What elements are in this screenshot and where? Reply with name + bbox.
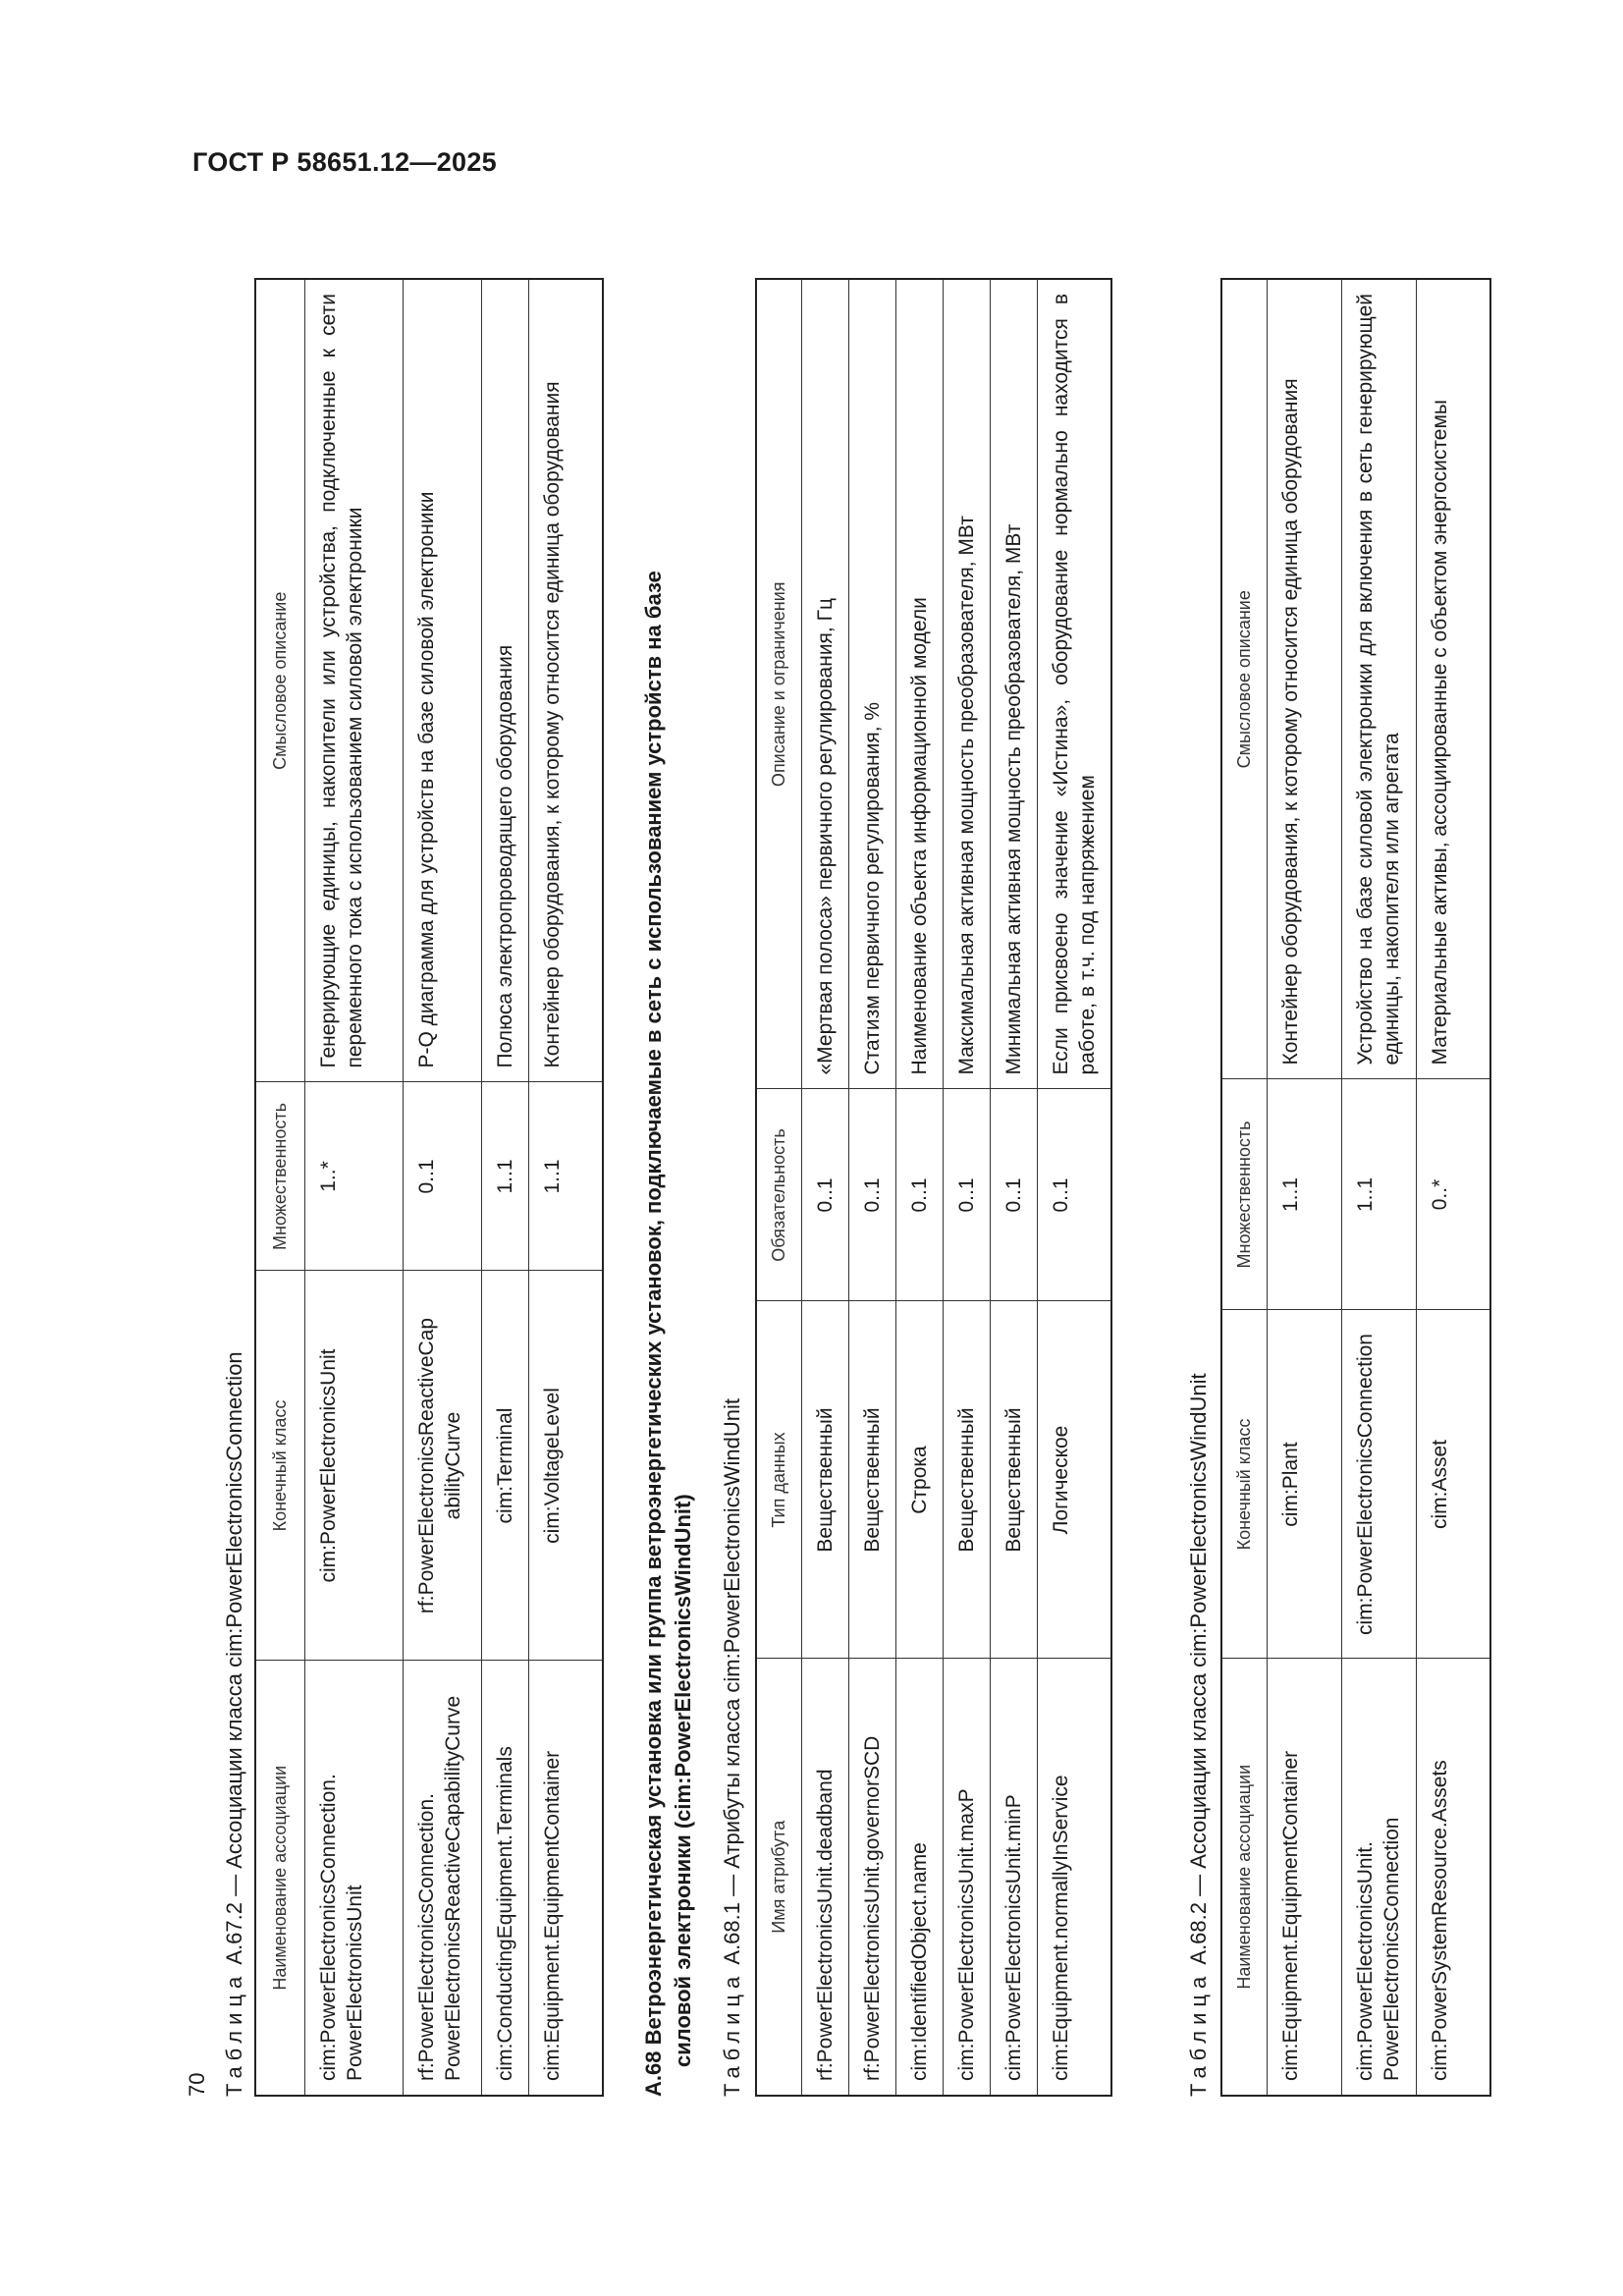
table-row	[943, 279, 990, 2096]
cell-association: cim:PowerElectronicsUnit. PowerElectronicsConnection	[1341, 1659, 1416, 2096]
cell-association: cim:ConductingEquipment.Terminals	[481, 1661, 528, 2096]
table-a68-2	[1220, 278, 1491, 2097]
cell-attribute: cim:IdentifiedObject.name	[895, 1659, 943, 2096]
section-a68-title: А.68 Ветроэнергетическая установка или группа ветроэнергетических установок, подключаемые в сеть с использованием устройств на базе силовой электроники (cim:PowerElectronicsWindUnit)	[641, 571, 695, 2097]
cell-multiplicity: 1..1	[1341, 1079, 1416, 1310]
cell-association: cim:PowerElectronicsConnection. PowerElectronicsUnit	[304, 1661, 403, 2096]
cell-multiplicity: 1..*	[304, 1082, 403, 1271]
cell-obligation: 0..1	[895, 1089, 943, 1301]
table-a67-2-caption: Таблица А.67.2 — Ассоциации класса cim:PowerElectronicsConnection	[222, 1351, 246, 2097]
table-a67-2	[254, 278, 604, 2097]
table-row	[801, 279, 848, 2096]
cell-attribute: cim:PowerElectronicsUnit.minP	[990, 1659, 1037, 2096]
cell-description: Устройство на базе силовой электроники для включения в сеть генерирующей единицы, накопителя или агрегата	[1341, 279, 1416, 1079]
cell-data-type: Вещественный	[801, 1301, 848, 1659]
cell-target-class: cim:Terminal	[481, 1271, 528, 1661]
cell-data-type: Вещественный	[943, 1301, 990, 1659]
cell-association: rf:PowerElectronicsConnection. PowerElectronicsReactiveCapabilityCurve	[403, 1661, 481, 2096]
cell-obligation: 0..1	[990, 1089, 1037, 1301]
table-row	[1341, 279, 1416, 2096]
cell-data-type: Вещественный	[990, 1301, 1037, 1659]
cell-description: Генерирующие единицы, накопители или устройства, подключенные к сети переменного тока с использованием силовой электроники	[304, 279, 403, 1082]
page-number: 70	[185, 2072, 209, 2097]
header-multiplicity: Множественность	[255, 1082, 304, 1271]
table-row	[1267, 279, 1341, 2096]
header-target-class: Конечный класс	[255, 1271, 304, 1661]
cell-description: Максимальная активная мощность преобразователя, МВт	[943, 279, 990, 1089]
cell-description: Наименование объекта информационной модели	[895, 279, 943, 1089]
cell-multiplicity: 0..*	[1416, 1079, 1490, 1310]
cell-target-class: rf:PowerElectronicsReactiveCap abilityCurve	[403, 1271, 481, 1661]
table-row	[528, 279, 603, 2096]
table-a68-1-caption: Таблица А.68.1 — Атрибуты класса cim:PowerElectronicsWindUnit	[720, 1398, 744, 2097]
cell-description: Материальные активы, ассоциированные с объектом энергосистемы	[1416, 279, 1490, 1079]
table-row	[304, 279, 403, 2096]
table-header-row	[1221, 279, 1267, 2096]
cell-attribute: cim:PowerElectronicsUnit.maxP	[943, 1659, 990, 2096]
cell-multiplicity: 1..1	[528, 1082, 603, 1271]
cell-multiplicity: 1..1	[481, 1082, 528, 1271]
cell-description: Контейнер оборудования, к которому относится единица оборудования	[528, 279, 603, 1082]
cell-target-class: cim:VoltageLevel	[528, 1271, 603, 1661]
cell-association: cim:Equipment.EquipmentContainer	[1267, 1659, 1341, 2096]
header-description: Смысловое описание	[255, 279, 304, 1082]
cell-description: «Мертвая полоса» первичного регулирования, Гц	[801, 279, 848, 1089]
table-row	[1037, 279, 1111, 2096]
document-header: ГОСТ Р 58651.12—2025	[192, 147, 497, 177]
cell-description: Полюса электропроводящего оборудования	[481, 279, 528, 1082]
table-row	[403, 279, 481, 2096]
table-row	[848, 279, 895, 2096]
table-header-row	[756, 279, 801, 2096]
header-association-name: Наименование ассоциации	[1221, 1659, 1267, 2096]
cell-data-type: Вещественный	[848, 1301, 895, 1659]
table-a68-1	[755, 278, 1112, 2097]
cell-target-class: cim:PowerElectronicsUnit	[304, 1271, 403, 1661]
cell-data-type: Строка	[895, 1301, 943, 1659]
cell-obligation: 0..1	[801, 1089, 848, 1301]
cell-attribute: rf:PowerElectronicsUnit.governorSCD	[848, 1659, 895, 2096]
cell-target-class: cim:PowerElectronicsConnection	[1341, 1310, 1416, 1659]
cell-description: P-Q диаграмма для устройств на базе силовой электроники	[403, 279, 481, 1082]
cell-obligation: 0..1	[848, 1089, 895, 1301]
cell-description: Минимальная активная мощность преобразователя, МВт	[990, 279, 1037, 1089]
header-association-name: Наименование ассоциации	[255, 1661, 304, 2096]
cell-obligation: 0..1	[943, 1089, 990, 1301]
header-obligation: Обязательность	[756, 1089, 801, 1301]
rotated-page-content	[185, 250, 1547, 2097]
header-description: Смысловое описание	[1221, 279, 1267, 1079]
cell-attribute: cim:Equipment.normallyInService	[1037, 1659, 1111, 2096]
cell-description: Статизм первичного регулирования, %	[848, 279, 895, 1089]
table-row	[895, 279, 943, 2096]
cell-description: Контейнер оборудования, к которому относится единица оборудования	[1267, 279, 1341, 1079]
cell-target-class: cim:Plant	[1267, 1310, 1341, 1659]
cell-attribute: rf:PowerElectronicsUnit.deadband	[801, 1659, 848, 2096]
cell-target-class: cim:Asset	[1416, 1310, 1490, 1659]
cell-description: Если присвоено значение «Истина», оборудование нормально находится в работе, в т.ч. под напряжением	[1037, 279, 1111, 1089]
cell-association: cim:PowerSystemResource.Assets	[1416, 1659, 1490, 2096]
table-row	[481, 279, 528, 2096]
table-a68-2-caption: Таблица А.68.2 — Ассоциации класса cim:PowerElectronicsWindUnit	[1186, 1373, 1211, 2097]
header-target-class: Конечный класс	[1221, 1310, 1267, 1659]
header-attribute-name: Имя атрибута	[756, 1659, 801, 2096]
cell-multiplicity: 0..1	[403, 1082, 481, 1271]
header-multiplicity: Множественность	[1221, 1079, 1267, 1310]
cell-association: cim:Equipment.EquipmentContainer	[528, 1661, 603, 2096]
cell-obligation: 0..1	[1037, 1089, 1111, 1301]
cell-multiplicity: 1..1	[1267, 1079, 1341, 1310]
table-header-row	[255, 279, 304, 2096]
table-row	[990, 279, 1037, 2096]
header-data-type: Тип данных	[756, 1301, 801, 1659]
table-row	[1416, 279, 1490, 2096]
cell-data-type: Логическое	[1037, 1301, 1111, 1659]
header-description-limits: Описание и ограничения	[756, 279, 801, 1089]
